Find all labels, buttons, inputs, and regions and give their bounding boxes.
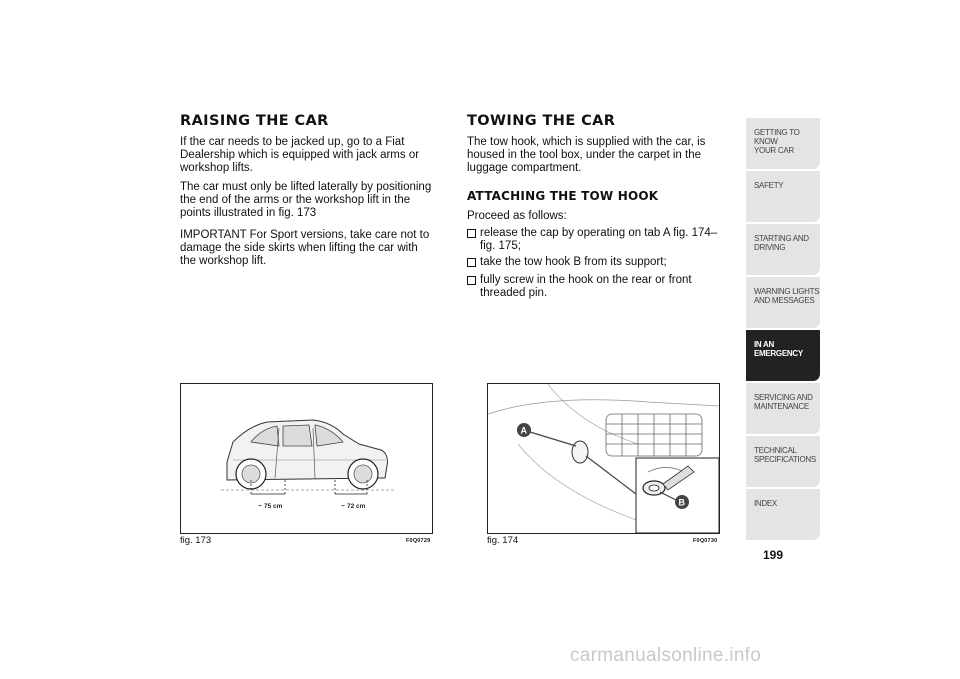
car-side-illustration [181,384,432,533]
tab-safety[interactable] [746,171,820,222]
tab-label: WARNING LIGHTS AND MESSAGES [754,287,820,305]
text-line: fully screw in the hook on the rear or front [480,274,692,286]
callout-b-label: B [678,497,685,508]
tab-servicing[interactable] [746,383,820,434]
text-line: release the cap by operating on tab A fig. 174– [480,227,718,239]
figure-174-code: F0Q0730 [693,538,718,544]
tab-label: INDEX [754,499,777,508]
text-line: fig. 175; [480,240,521,252]
tab-getting-to-know[interactable] [746,118,820,169]
figure-174-caption: fig. 174 [487,535,519,546]
text-line: housed in the tool box, under the carpet in the [467,149,701,161]
tab-label: IN AN EMERGENCY [754,340,803,358]
bullet-release-cap [467,227,717,253]
callout-a-label: A [520,425,527,436]
checkbox-bullet-icon [467,258,476,267]
checkbox-bullet-icon [467,229,476,238]
tab-technical-specs[interactable] [746,436,820,487]
para-important [180,229,429,268]
svg-text:~: ~ [258,503,262,510]
bullet-screw-hook [467,274,692,300]
text-line: If the car needs to be jacked up, go to a Fiat [180,136,405,148]
tab-starting-driving[interactable] [746,224,820,275]
tab-label: TECHNICAL SPECIFICATIONS [754,446,816,464]
text-line: the end of the arms or the workshop lift in the [180,194,411,206]
dimension-rear: 72 cm [347,503,366,510]
bullet-take-hook [467,256,667,269]
text-line: workshop lifts. [180,162,253,174]
text-line: damage the side skirts when lifting the car with [180,242,418,254]
text-line: The tow hook, which is supplied with the car, is [467,136,706,148]
tab-index[interactable] [746,489,820,540]
watermark: carmanualsonline.info [570,645,762,666]
text-line: the workshop lift. [180,255,267,267]
tab-label: GETTING TO KNOW YOUR CAR [754,128,800,155]
page-number: 199 [763,548,784,562]
figure-173-car-lift-points [180,383,433,534]
dimension-front: 75 cm [264,503,283,510]
text-line: Dealership which is equipped with jack arms or [180,149,420,161]
para-jacking [180,136,419,175]
heading-raising: RAISING THE CAR [180,113,329,129]
text-line: points illustrated in fig. 173 [180,207,317,219]
proceed-text: Proceed as follows: [467,210,567,222]
para-lifting [180,181,431,220]
heading-towing: TOWING THE CAR [467,113,616,129]
tab-label: SAFETY [754,181,784,190]
tab-label: SERVICING AND MAINTENANCE [754,393,813,411]
text-line: take the tow hook B from its support; [480,256,667,268]
figure-173-code: F0Q0729 [406,538,431,544]
tab-label: STARTING AND DRIVING [754,234,809,252]
text-line: IMPORTANT For Sport versions, take care not to [180,229,430,241]
text-line: The car must only be lifted laterally by positioning [180,181,432,193]
tab-warning-lights[interactable] [746,277,820,328]
tab-in-an-emergency[interactable] [746,330,820,381]
svg-text:~: ~ [341,503,345,510]
para-tow-intro [467,136,705,175]
text-line: luggage compartment. [467,162,582,174]
subheading-tow-hook: ATTACHING THE TOW HOOK [467,189,659,203]
checkbox-bullet-icon [467,276,476,285]
bumper-illustration [488,384,719,533]
figure-174-tow-hook [487,383,720,534]
text-line: threaded pin. [480,287,548,299]
figure-173-caption: fig. 173 [180,535,212,546]
